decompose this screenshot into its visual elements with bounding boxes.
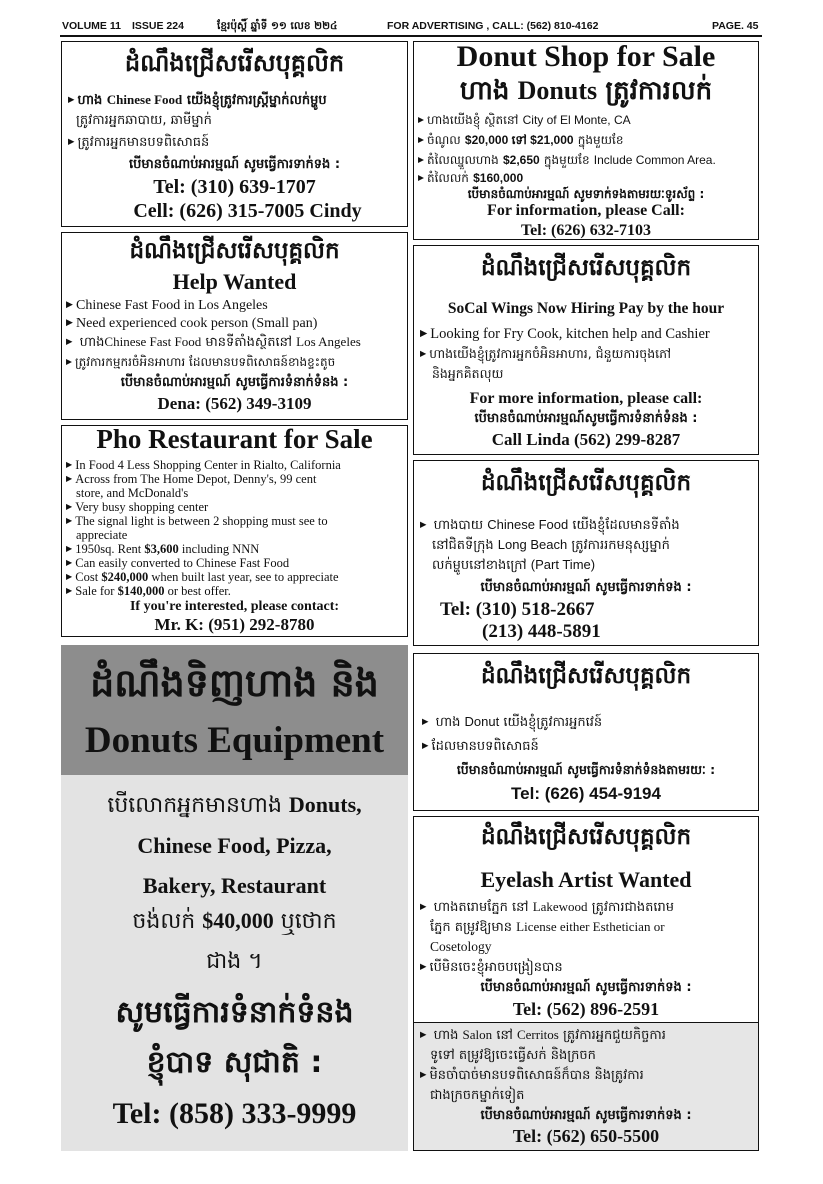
contact-prompt: បើមានចំណាប់អារម្មណ៍ សូមទាក់ទងតាមរយៈទូរស័ព្ទ : <box>467 187 705 201</box>
ad-line: ជាង ។ <box>206 949 263 974</box>
ad-pho-restaurant-for-sale <box>61 425 408 637</box>
ad-phone: Tel: (626) 632-7103 <box>520 222 652 239</box>
ad-line: ▶ ហាងChinese Fast Food មានទីតាំងស្ថិតនៅ Los Angeles <box>66 334 361 353</box>
ad-line: ▶ ហាង Chinese Food យើងខ្ញុំត្រូវការស្រ្ដីម្នាក់លក់ម្ហូប <box>68 92 327 111</box>
header-rule <box>60 35 762 37</box>
ad-title: ដំណឹងជ្រើសរើសបុគ្គលិក <box>129 238 340 264</box>
ad-line: ▶ ហាងតរោមភ្នែក នៅ Lakewood ត្រូវការជាងតរោម <box>420 899 674 918</box>
ad-line: ▶ ហាងយើងខ្ញុំត្រូវការអ្នកចំអិនអាហារ, ជំនួយការចុងភៅ <box>420 346 671 365</box>
ad-subtitle: Eyelash Artist Wanted <box>480 867 692 892</box>
ad-subtitle: Help Wanted <box>172 269 297 294</box>
ad-phone: Tel: (562) 650-5500 <box>512 1126 660 1146</box>
ad-title: ដំណឹងជ្រើសរើសបុគ្គលិក <box>124 49 345 77</box>
ad-line: ▶ Chinese Fast Food in Los Angeles <box>66 298 268 314</box>
ad-line: ជាងក្រចកម្នាក់ទៀត <box>430 1088 525 1103</box>
ad-line: ▶ In Food 4 Less Shopping Center in Rialto, California <box>66 458 341 473</box>
ad-line: ▶ ហាង Salon នៅ Cerritos ត្រូវការអ្នកជួយកិច្ចការ <box>420 1027 666 1046</box>
advertising-line: FOR ADVERTISING , CALL: (562) 810-4162 <box>387 20 599 32</box>
khmer-date: ខ្មែរប៉ុស្ដិ៍ ឆ្នាំទី ១១ លេខ ២២៤ <box>217 20 338 32</box>
ad-line: ▶ ចំណូល $20,000 ទៅ $21,000 ក្នុងមួយខែ <box>418 132 623 150</box>
ad-title: ដំណឹងជ្រើសរើសបុគ្គលិក <box>480 663 692 689</box>
ad-line: ▶ Need experienced cook person (Small pan) <box>66 316 317 332</box>
ad-line: ▶ Across from The Home Depot, Denny's, 99 cent <box>66 472 316 487</box>
ad-line: ▶ បើមិនចេះខ្ញុំអាចបង្រៀនបាន <box>420 959 563 978</box>
ad-title: ដំណឹងទិញហាង និង <box>90 661 379 705</box>
ad-line: ▶ Looking for Fry Cook, kitchen help and Cashier <box>420 326 710 343</box>
ad-line: ▶ ត្រូវការកម្មករចំអិនអាហារ ដែលមានបទពិសោធន៍ខាងខ្ទះតូច <box>66 354 335 372</box>
ad-line: ទូទៅ តម្រូវឱ្យចេះធ្វើសក់ និងក្រចក <box>430 1048 596 1063</box>
ad-line: Cosetology <box>430 939 492 954</box>
contact-prompt: បើមានចំណាប់អារម្មណ៍ សូមធ្វើការទាក់ទង : <box>480 980 692 995</box>
ad-line: appreciate <box>76 528 128 542</box>
ad-socal-wings-hiring <box>413 245 759 455</box>
contact-prompt: បើមានចំណាប់អារម្មណ៍ សូមធ្វើការទាក់ទង : <box>480 580 692 595</box>
ad-donut-shop-hiring <box>413 653 759 811</box>
ad-line: ▶ ដែលមានបទពិសោធន៍ <box>422 738 539 757</box>
ad-line: ▶ ហាង Donut យើងខ្ញុំត្រូវការអ្នកវេន៍ <box>422 714 602 733</box>
ad-line: ត្រូវការអ្នកឆាបាយ, ឆាមីម្នាក់ <box>76 113 212 128</box>
issue-label: ISSUE 224 <box>132 20 184 32</box>
page-number: PAGE. 45 <box>712 20 759 32</box>
ad-phone: Dena: (562) 349-3109 <box>157 394 312 413</box>
ad-phone: Tel: (562) 896-2591 <box>512 999 660 1019</box>
ad-subtitle: Donuts Equipment <box>84 720 385 761</box>
ad-line: ភ្នែក តម្រូវឱ្យមាន License either Esthetician or <box>430 919 665 935</box>
ad-phone: Tel: (310) 639-1707 <box>153 176 316 198</box>
ad-phone: (213) 448-5891 <box>482 621 601 642</box>
ad-subtitle: SoCal Wings Now Hiring Pay by the hour <box>447 300 725 317</box>
ad-phone: Tel: (310) 518-2667 <box>440 599 595 620</box>
ad-phone: Call Linda (562) 299-8287 <box>491 430 681 449</box>
ad-eyelash-artist-wanted <box>413 816 759 1151</box>
ad-phone: Mr. K: (951) 292-8780 <box>154 615 315 634</box>
contact-prompt: បើមានចំណាប់អារម្មណ៍សូមធ្វើការទំនាក់ទំនង : <box>474 411 698 426</box>
page-header <box>62 20 762 36</box>
ad-line: ▶ ហាងយើងខ្ញុំ ស្ថិតនៅ City of El Monte, CA <box>418 112 631 130</box>
ad-chinese-food-part-time <box>413 460 759 646</box>
ad-info: For information, please Call: <box>487 202 685 219</box>
ad-line: ▶ The signal light is between 2 shopping must see to <box>66 514 328 529</box>
ad-line: ចង់លក់ $40,000 ឬថោក <box>132 908 337 934</box>
contact-prompt: បើមានចំណាប់អារម្មណ៍ សូមធ្វើការទាក់ទង : <box>128 157 341 172</box>
ad-title: Donut Shop for Sale <box>456 41 716 73</box>
contact-name: ខ្ញុំបាទ សុជាតិ : <box>146 1045 323 1080</box>
ad-title: ដំណឹងជ្រើសរើសបុគ្គលិក <box>480 255 692 281</box>
ad-contact: If you're interested, please contact: <box>129 599 340 614</box>
ad-line: ▶ តំលៃឈ្នួលហាង $2,650 ក្នុងមួយខែ Include Common Area. <box>418 152 716 170</box>
ad-line: នៅជិតទីក្រុង Long Beach ត្រូវការរកមនុស្សម្នាក់ <box>432 537 670 553</box>
ad-line: ▶ Cost $240,000 when built last year, see to appreciate <box>66 570 339 585</box>
ad-line: ▶ ត្រូវការអ្នកមានបទពិសោធន៍ <box>68 134 209 153</box>
ad-line: ▶ មិនចាំបាច់មានបទពិសោធន៍ក៏បាន និងត្រូវការ <box>420 1067 644 1086</box>
contact-prompt: បើមានចំណាប់អារម្មណ៍ សូមធ្វើការទំនាក់ទំនង : <box>120 375 349 390</box>
ad-title: ដំណឹងជ្រើសរើសបុគ្គលិក <box>480 824 692 850</box>
ad-donut-shop-for-sale <box>413 41 759 240</box>
ad-cell-phone: Cell: (626) 315-7005 Cindy <box>133 200 362 222</box>
ad-help-wanted <box>61 232 408 420</box>
ad-line: Bakery, Restaurant <box>142 873 327 898</box>
contact-prompt: បើមានចំណាប់អារម្មណ៍ សូមធ្វើការទំនាក់ទំនងតាមរយៈ : <box>456 762 716 777</box>
contact-prompt: បើមានចំណាប់អារម្មណ៍ សូមធ្វើការទាក់ទង : <box>480 1108 692 1123</box>
ad-line: ▶ Very busy shopping center <box>66 500 208 515</box>
ad-line: store, and McDonald's <box>76 486 189 500</box>
ad-info: For more information, please call: <box>469 390 703 407</box>
ad-subtitle: ហាង Donuts ត្រូវការលក់ <box>459 76 713 106</box>
volume-label: VOLUME 11 <box>62 20 121 32</box>
ad-line: ▶ តំលៃលក់ $160,000 <box>418 170 523 188</box>
ad-phone: Tel: (858) 333-9999 <box>112 1097 357 1130</box>
ad-chinese-food-hiring <box>61 41 408 227</box>
ad-donuts-equipment <box>61 645 408 1151</box>
contact-prompt: សូមធ្វើការទំនាក់ទំនង <box>115 995 354 1030</box>
ad-line: ▶ Can easily converted to Chinese Fast Food <box>66 556 289 571</box>
ad-line: ▶ ហាងបាយ Chinese Food យើងខ្ញុំដែលមានទីតាំង <box>420 517 680 536</box>
ad-line: Chinese Food, Pizza, <box>137 833 332 858</box>
ad-line: លក់ម្ហូបនៅខាងក្រៅ (Part Time) <box>432 557 596 573</box>
ad-line: និងអ្នកគិតលុយ <box>432 366 504 381</box>
ad-line: ▶ 1950sq. Rent $3,600 including NNN <box>66 542 259 557</box>
ad-title: Pho Restaurant for Sale <box>96 425 373 454</box>
ad-line: បើលោកអ្នកមានហាង Donuts, <box>107 792 362 818</box>
ad-phone: Tel: (626) 454-9194 <box>511 784 661 803</box>
ad-title: ដំណឹងជ្រើសរើសបុគ្គលិក <box>480 470 692 496</box>
ad-line: ▶ Sale for $140,000 or best offer. <box>66 584 231 599</box>
